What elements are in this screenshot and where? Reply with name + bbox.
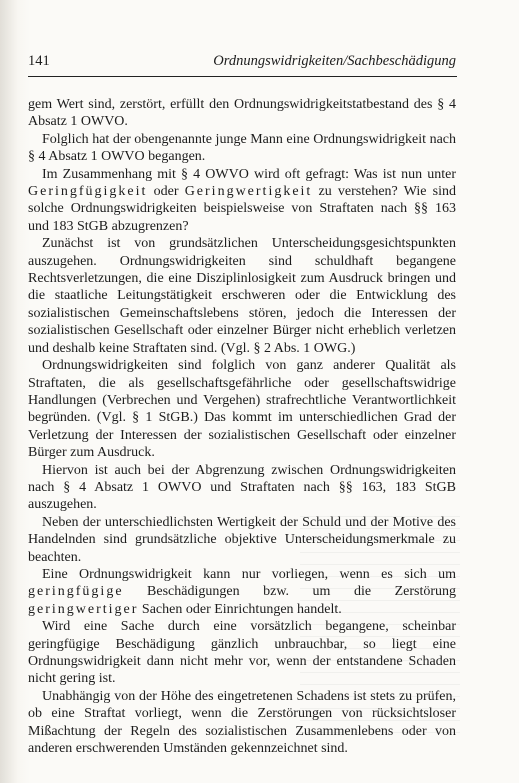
running-title: Ordnungswidrigkeiten/Sachbeschädigung — [213, 53, 456, 69]
paragraph-10 — [28, 688, 456, 758]
paragraph-8 — [28, 566, 456, 618]
paragraph-3 — [28, 166, 456, 236]
paragraph-4 — [28, 235, 456, 357]
paragraph-4-text: Zunächst ist von grundsätzlichen Unterscheidungsgesichtspunkten auszugehen. Ordnungswidrigkeiten sind schuldhaft begangene Rechtsverletzungen, die eine Disziplinlosigkeit zum Ausdruck bringen und die staatliche Leitungstätigkeit erschweren oder die Entwicklung des sozialistischen Gemeinschaftslebens stören, jedoch die Interessen der sozialistischen Gesellschaft oder einzelner Bürger nicht erheblich verletzen und deshalb keine Straftaten sind. (Vgl. § 2 Abs. 1 OWG.) — [28, 236, 456, 356]
paragraph-9 — [28, 618, 456, 688]
paragraph-10-text: Unabhängig von der Höhe des eingetretenen Schadens ist stets zu prüfen, ob eine Straftat vorliegt, wenn die Zerstörungen von rücksichtsloser Mißachtung der Regeln des sozialistischen Zusammenlebens oder von anderen erschwerenden Umständen gekennzeichnet sind. — [28, 688, 456, 757]
paragraph-3-text-middle: oder — [147, 184, 185, 200]
paragraph-1 — [28, 96, 456, 131]
paragraph-8-text-start: Eine Ordnungswidrigkeit kann nur vorliegen, wenn es sich um — [42, 566, 456, 582]
header-rule — [28, 76, 457, 77]
paragraph-5 — [28, 357, 456, 461]
paragraph-9-text: Wird eine Sache durch eine vorsätzlich begangene, scheinbar geringfügige Beschädigung gänzlich unbrauchbar, so liegt eine Ordnungswidrigkeit dann nicht mehr vor, wenn der entstandene Schaden nicht gering ist. — [28, 619, 456, 687]
spaced-term-geringwertiger: geringwertiger — [28, 601, 139, 617]
paragraph-7 — [28, 514, 456, 566]
paragraph-1-text: gem Wert sind, zerstört, erfüllt den Ordnungswidrigkeitstatbestand des § 4 Absatz 1 OWVO. — [28, 97, 456, 130]
paragraph-6-text: Hiervon ist auch bei der Abgrenzung zwischen Ordnungswidrigkeiten nach § 4 Absatz 1 OWVO und Straftaten nach §§ 163, 183 StGB auszugehen. — [28, 462, 456, 513]
paragraph-2 — [28, 131, 456, 166]
paragraph-3-text-end: zu verstehen? Wie sind solche Ordnungswidrigkeiten beispielsweise von Straftaten nach §§ 163 und 183 StGB abzugrenzen? — [28, 184, 456, 234]
running-head — [28, 51, 456, 71]
paragraph-5-text: Ordnungswidrigkeiten sind folglich von ganz anderer Qualität als Straftaten, die als gesellschaftsgefährliche oder gesellschaftswidrige Handlungen (Verbrechen und Vergehen) strafrechtliche Verantwortlichkeit begründen. (Vgl. § 1 StGB.) Das kommt im unterschiedlichen Grad der Verletzung der Interessen der sozialistischen Gesellschaft oder einzelner Bürger zum Ausdruck. — [28, 358, 456, 461]
paragraph-3-text-start: Im Zusammenhang mit § 4 OWVO wird oft gefragt: Was ist nun unter — [42, 166, 456, 182]
paragraph-2-text: Folglich hat der obengenannte junge Mann eine Ordnungswidrigkeit nach § 4 Absatz 1 OWVO begangen. — [28, 131, 456, 165]
main-text — [28, 96, 456, 757]
paragraph-6 — [28, 462, 456, 514]
paragraph-7-text: Neben der unterschiedlichsten Wertigkeit der Schuld und der Motive des Handelnden sind grundsätzliche objektive Unterscheidungsmerkmale zu beachten. — [28, 514, 456, 565]
paragraph-8-text-middle: Beschädigungen bzw. um die Zerstörung — [123, 584, 456, 600]
spaced-term-geringfuegige: geringfügige — [28, 584, 124, 600]
page-number: 141 — [28, 53, 50, 69]
spaced-term-geringwertigkeit: Geringwertigkeit — [184, 184, 313, 200]
paragraph-8-text-end: Sachen oder Einrichtungen handelt. — [138, 601, 342, 617]
spine-shadow — [0, 0, 18, 783]
spaced-term-geringfuegigkeit: Geringfügigkeit — [28, 184, 148, 200]
